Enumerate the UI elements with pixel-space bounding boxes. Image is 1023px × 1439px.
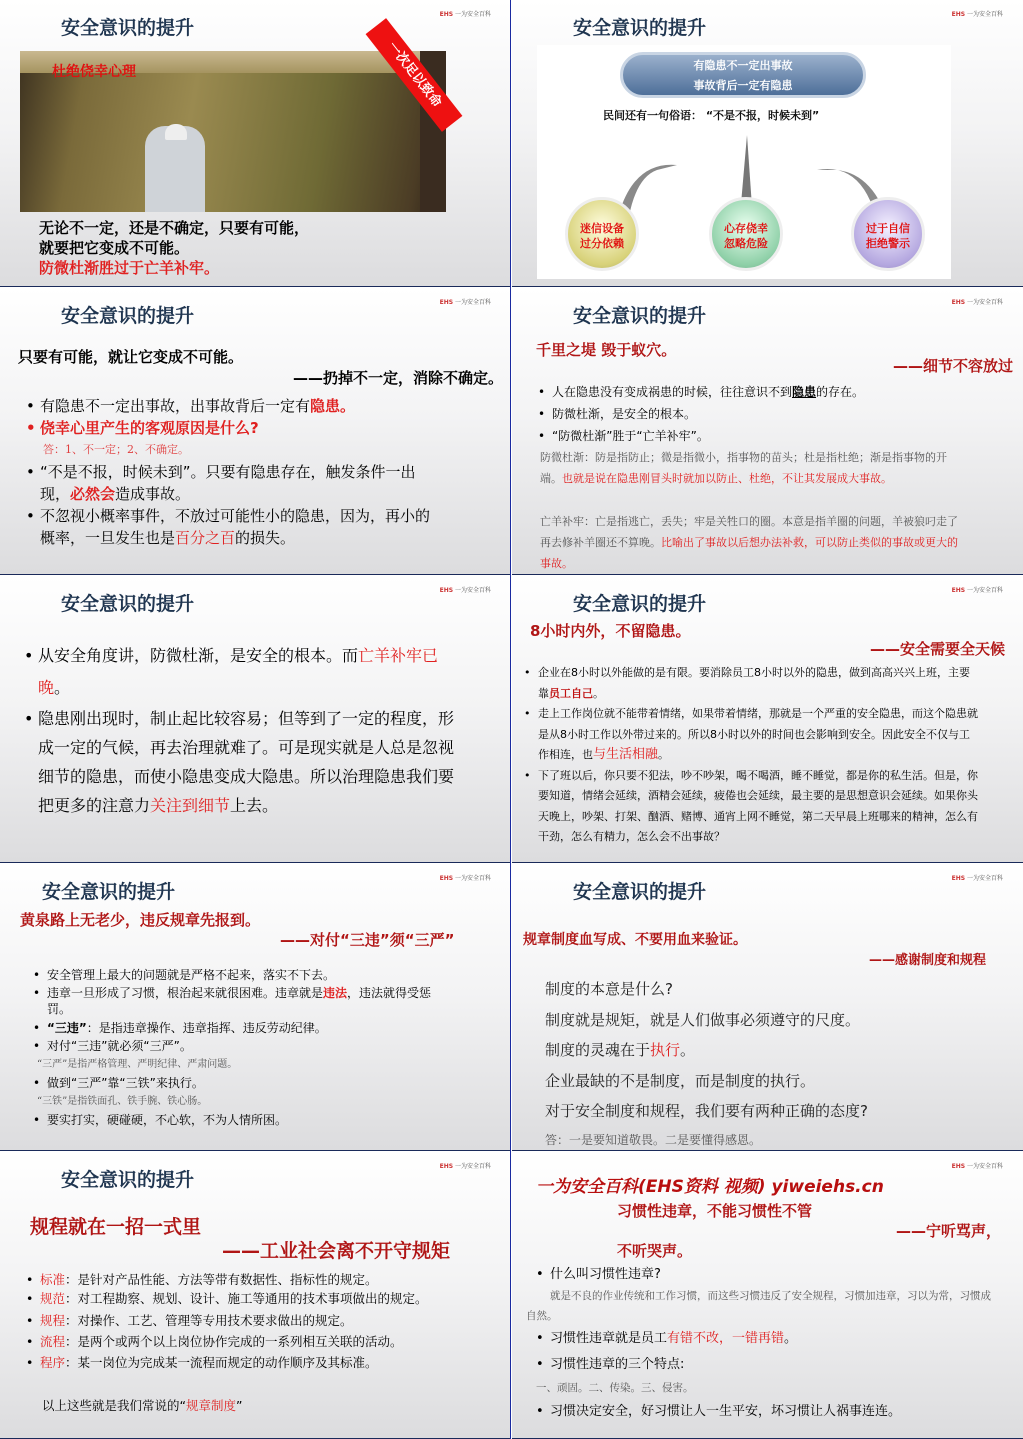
text-block: 制度的本意是什么? 制度就是规矩，就是人们做事必须遵守的尺度。 制度的灵魂在于执行。 企业最缺的不是制度，而是制度的执行。 对于安全制度和规程，我们要有两种正确的态度? 答：一是要知道敬畏。二是要懂得感恩。 xyxy=(545,980,868,1147)
pill: 有隐患不一定出事故 事故背后一定有隐患 xyxy=(620,52,866,98)
bullet-list: • 什么叫习惯性违章? 就是不良的作业传统和工作习惯，而这些习惯违反了安全规程，习惯加违章，习以为常，习惯成自然。 • 习惯性违章就是员工有错不改，一错再错。 • 习惯性违章的三个特点: 一、顽固。二、传染。三、侵害。 • 习惯决定安全，好习惯让人一生平安，坏习惯让人祸事连连。 xyxy=(536,1264,996,1425)
circle-3: 过于自信 拒绝警示 xyxy=(851,197,925,271)
slide-text: 无论不一定，还是不确定，只要有可能， 就要把它变成不可能。 防微杜渐胜过于亡羊补牢。 xyxy=(39,219,310,277)
bullet-list: • 从安全角度讲，防微杜渐，是安全的根本。而亡羊补牢已晚。 • 隐患刚出现时，制止起比较容易；但等到了一定的程度，形成一定的气候，再去治理就难了。可是现实就是人总是忽视细节的隐患，而使小隐患变成大隐患。所以治理隐患我们要把更多的注意力关注到细节上去。 xyxy=(24,640,464,820)
circle-1: 迷信设备 过分依赖 xyxy=(565,197,639,271)
footer-text: 以上这些就是我们常说的“规章制度” xyxy=(42,1398,243,1413)
slide-title: 安全意识的提升 xyxy=(42,881,176,903)
sub-heading: ——感谢制度和规程 xyxy=(869,953,987,968)
slide-3[interactable] xyxy=(0,288,511,575)
sub-heading: ——宁听骂声， xyxy=(896,1222,1002,1240)
slide-title: 安全意识的提升 xyxy=(61,593,195,615)
slide-title: 安全意识的提升 xyxy=(573,593,707,615)
warning-banner: 一次足以致命 xyxy=(366,18,463,132)
circle-2: 心存侥幸 忽略危险 xyxy=(709,197,783,271)
slide-title: 安全意识的提升 xyxy=(61,17,195,39)
bullet-list: • 企业在8小时以外能做的是有限。要消除员工8小时以外的隐患，做到高高兴兴上班，主要靠员工自己。 • 走上工作岗位就不能带着情绪，如果带着情绪，那就是一个严重的安全隐患，而这个隐患就是从8小时工作以外带过来的。所以8小时以外的时间也会影响到安全。因此安全不仅与工作相连，也与生活相融。 • 下了班以后，你只要不犯法，吵不吵架，喝不喝酒，睡不睡觉，都是你的私生活。但是，你要知道，情绪会延续，酒精会延续，疲倦也会延续，最主要的是思想意识会延续。如果你头天晚上，吵架、打架、酗酒、赌博、通宵上网不睡觉，第二天早晨上班哪来的精神，怎么有干劲，怎么有精力，怎么会不出事故？ xyxy=(524,663,979,848)
slide-title: 安全意识的提升 xyxy=(573,17,707,39)
logo: EHS 一为安全百科 xyxy=(951,1163,1003,1170)
photo-caption: 杜绝侥幸心理 xyxy=(52,64,136,80)
logo: EHS 一为安全百科 xyxy=(951,587,1003,594)
logo: EHS 一为安全百科 xyxy=(439,587,491,594)
sub-heading: ——细节不容放过 xyxy=(892,357,1013,375)
slide-5[interactable] xyxy=(0,576,511,863)
diagram xyxy=(537,45,951,279)
logo: EHS 一为安全百科 xyxy=(439,875,491,882)
paragraph: 亡羊补牢：亡是指逃亡，丢失；牢是关牲口的圈。本意是指羊圈的问题，羊被狼叼走了再去修补羊圈还不算晚。比喻出了事故以后想办法补救，可以防止类似的事故或更大的事故。 xyxy=(540,515,958,570)
proverb: 民间还有一句俗语： “不是不报，时候未到” xyxy=(603,109,820,122)
paragraph: 防微杜渐：防是指防止；微是指微小，指事物的苗头；杜是指杜绝；渐是指事物的开端。也就是说在隐患刚冒头时就加以防止、杜绝，不让其发展成大事故。 xyxy=(540,451,947,485)
slide-8[interactable] xyxy=(512,864,1023,1151)
sub-heading-2: 不听哭声。 xyxy=(617,1242,693,1260)
heading: 习惯性违章，不能习惯性不管 xyxy=(617,1202,813,1220)
logo: EHS 一为安全百科 xyxy=(439,11,491,18)
heading: 黄泉路上无老少，违反规章先报到。 xyxy=(20,911,261,929)
heading: 规程就在一招一式里 xyxy=(30,1216,202,1238)
sub-heading: ——对付“三违”须“三严” xyxy=(280,931,455,949)
sub-text: ——扔掉不一定，消除不确定。 xyxy=(292,369,503,387)
divider xyxy=(510,0,511,1439)
sub-heading: ——安全需要全天候 xyxy=(869,640,1005,658)
slide-2[interactable] xyxy=(512,0,1023,287)
slide-6[interactable] xyxy=(512,576,1023,863)
slide-10[interactable] xyxy=(512,1152,1023,1439)
watermark: 一为安全百科(EHS资料 视频) yiweiehs.cn xyxy=(536,1177,884,1197)
heading: 规章制度血写成、不要用血来验证。 xyxy=(523,932,747,948)
slide-title: 安全意识的提升 xyxy=(61,1169,195,1191)
photo xyxy=(20,51,446,212)
definition-list: • 标准：是针对产品性能、方法等带有数据性、指标性的规定。 • 规范：对工程勘察、规划、设计、施工等通用的技术事项做出的规定。 • 规程：对操作、工艺、管理等专用技术要求做出的规定。 • 流程：是两个或两个以上岗位协作完成的一系列相互关联的活动。 • 程序：某一岗位为完成某一流程而规定的动作顺序及其标准。 xyxy=(26,1269,446,1373)
logo: EHS 一为安全百科 xyxy=(951,11,1003,18)
slide-title: 安全意识的提升 xyxy=(573,881,707,903)
sub-heading: ——工业社会离不开守规矩 xyxy=(222,1240,451,1262)
slide-title: 安全意识的提升 xyxy=(61,305,195,327)
bullet-list: • 人在隐患没有变成祸患的时候，往往意识不到隐患的存在。 • 防微杜渐，是安全的根本。 • “防微杜渐”胜于“亡羊补牢”。 xyxy=(538,381,864,447)
logo: EHS 一为安全百科 xyxy=(951,299,1003,306)
lead-text: 只要有可能，就让它变成不可能。 xyxy=(18,348,244,366)
slide-9[interactable] xyxy=(0,1152,511,1439)
bullet-list: • 有隐患不一定出事故，出事故背后一定有隐患。 • 侥幸心里产生的客观原因是什么? 答：1、不一定；2、不确定。 • “不是不报，时候未到”。只要有隐患存在，触发条件一出现，必然会造成事故。 • 不忽视小概率事件，不放过可能性小的隐患，因为，再小的概率，一旦发生也是百分之百的损失。 xyxy=(26,395,431,549)
heading: 千里之堤 毁于蚁穴。 xyxy=(536,341,677,359)
slide-1[interactable] xyxy=(0,0,511,287)
heading: 8小时内外，不留隐患。 xyxy=(530,622,691,640)
logo: EHS 一为安全百科 xyxy=(439,1163,491,1170)
slide-7[interactable] xyxy=(0,864,511,1151)
logo: EHS 一为安全百科 xyxy=(951,875,1003,882)
slide-title: 安全意识的提升 xyxy=(573,305,707,327)
slide-4[interactable] xyxy=(512,288,1023,575)
logo: EHS 一为安全百科 xyxy=(439,299,491,306)
bullet-list: • 安全管理上最大的问题就是严格不起来，落实不下去。 • 违章一旦形成了习惯，根治起来就很困难。违章就是违法，违法就得受惩罚。 • “三违”：是指违章操作、违章指挥、违反劳动纪律。 • 对付“三违”就必须“三严”。 “三严”是指严格管理、严明纪律、严肃问题。 • 做到“三严”靠“三铁”来执行。 “三铁”是指铁面孔、铁手腕、铁心肠。 • 要实打实，硬碰硬，不心软，不为人情所困。 xyxy=(33,966,453,1130)
